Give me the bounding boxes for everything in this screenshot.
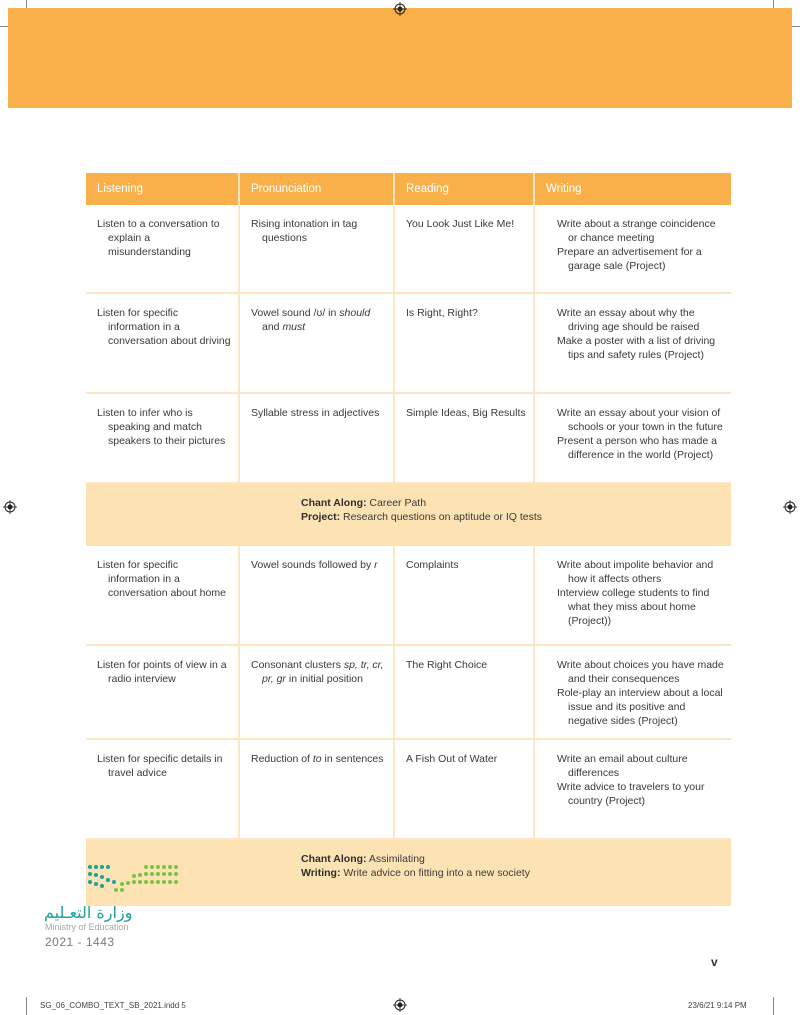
- band-line: [301, 496, 731, 510]
- header-banner: [8, 8, 792, 108]
- band-line: [301, 852, 731, 866]
- band-line: [301, 510, 731, 524]
- pronunciation-cell: Consonant clusters sp, tr, cr, pr, gr in initial position: [240, 646, 395, 738]
- writing-cell: [535, 546, 731, 644]
- writing-task: Make a poster with a list of driving tips and safety rules (Project): [557, 335, 716, 361]
- crop-mark: [773, 997, 774, 1015]
- writing-task: Write about choices you have made and their consequences: [557, 659, 724, 685]
- pronunciation-cell: Syllable stress in adjectives: [240, 394, 395, 482]
- band-label: Project:: [301, 511, 341, 523]
- chant-along-band: [86, 840, 731, 906]
- writing-task: Write an essay about your vision of schools or your town in the future: [557, 407, 723, 433]
- print-slug-timestamp: 23/6/21 9:14 PM: [688, 1001, 747, 1010]
- writing-task: Write about a strange coincidence or chance meeting: [557, 218, 716, 244]
- ministry-logo-icon: [86, 862, 181, 894]
- band-label: Chant Along:: [301, 497, 367, 509]
- ministry-name-arabic: وزارة التعـليم: [44, 903, 133, 922]
- listening-cell: Listen for specific information in a conversation about driving: [86, 294, 240, 392]
- table-row: [86, 740, 731, 840]
- scope-and-sequence-table: [86, 173, 731, 906]
- chant-along-band: [86, 484, 731, 546]
- reading-cell: You Look Just Like Me!: [395, 205, 535, 292]
- listening-cell: Listen for points of view in a radio interview: [86, 646, 240, 738]
- reading-cell: Complaints: [395, 546, 535, 644]
- band-text: Write advice on fitting into a new society: [340, 867, 530, 879]
- reading-cell: Is Right, Right?: [395, 294, 535, 392]
- writing-task: Prepare an advertisement for a garage sale (Project): [557, 246, 702, 272]
- pronunciation-cell: Reduction of to in sentences: [240, 740, 395, 838]
- table-row: [86, 394, 731, 484]
- column-header-pronunciation: Pronunciation: [240, 173, 395, 205]
- table-row: [86, 646, 731, 740]
- academic-year: 2021 - 1443: [45, 935, 115, 949]
- writing-task: Interview college students to find what they miss about home (Project)): [557, 587, 710, 627]
- band-label: Writing:: [301, 867, 341, 879]
- listening-cell: Listen to a conversation to explain a misunderstanding: [86, 205, 240, 292]
- listening-cell: Listen to infer who is speaking and match speakers to their pictures: [86, 394, 240, 482]
- crop-mark: [26, 997, 27, 1015]
- writing-task: Write an essay about why the driving age should be raised: [557, 307, 700, 333]
- band-text: Assimilating: [366, 853, 425, 865]
- column-header-writing: Writing: [546, 183, 582, 195]
- writing-task: Role-play an interview about a local issue and its positive and negative sides (Project): [557, 687, 723, 727]
- writing-cell: [535, 646, 731, 738]
- pronunciation-cell: Rising intonation in tag questions: [240, 205, 395, 292]
- writing-cell: [535, 394, 731, 482]
- writing-task: Write an email about culture differences: [557, 753, 688, 779]
- page-number: v: [711, 955, 718, 969]
- registration-mark-icon: [393, 998, 407, 1012]
- unit-block-1: [86, 205, 731, 484]
- band-label: Chant Along:: [301, 853, 367, 865]
- band-line: [301, 866, 731, 880]
- column-header-reading: Reading: [395, 173, 535, 205]
- writing-cell: [535, 294, 731, 392]
- registration-mark-icon: [783, 500, 797, 514]
- column-header-listening: Listening: [86, 173, 240, 205]
- writing-cell: [535, 205, 731, 292]
- registration-mark-icon: [393, 2, 407, 16]
- reading-cell: The Right Choice: [395, 646, 535, 738]
- reading-cell: Simple Ideas, Big Results: [395, 394, 535, 482]
- table-row: [86, 546, 731, 646]
- writing-task: Write about impolite behavior and how it affects others: [557, 559, 714, 585]
- band-text: Career Path: [366, 497, 427, 509]
- print-slug-filename: SG_06_COMBO_TEXT_SB_2021.indd 5: [40, 1001, 186, 1010]
- table-row: [86, 205, 731, 294]
- pronunciation-cell: Vowel sounds followed by r: [240, 546, 395, 644]
- writing-task: Write advice to travelers to your country (Project): [557, 781, 705, 807]
- table-header: [86, 173, 731, 205]
- unit-block-2: [86, 546, 731, 840]
- reading-cell: A Fish Out of Water: [395, 740, 535, 838]
- pronunciation-cell: Vowel sound /ʊ/ in should and must: [240, 294, 395, 392]
- table-row: [86, 294, 731, 394]
- listening-cell: Listen for specific details in travel advice: [86, 740, 240, 838]
- registration-mark-icon: [3, 500, 17, 514]
- listening-cell: Listen for specific information in a conversation about home: [86, 546, 240, 644]
- writing-task: Present a person who has made a difference in the world (Project): [557, 435, 717, 461]
- writing-cell: [535, 740, 731, 838]
- ministry-name-english: Ministry of Education: [45, 922, 129, 932]
- band-text: Research questions on aptitude or IQ tests: [340, 511, 543, 523]
